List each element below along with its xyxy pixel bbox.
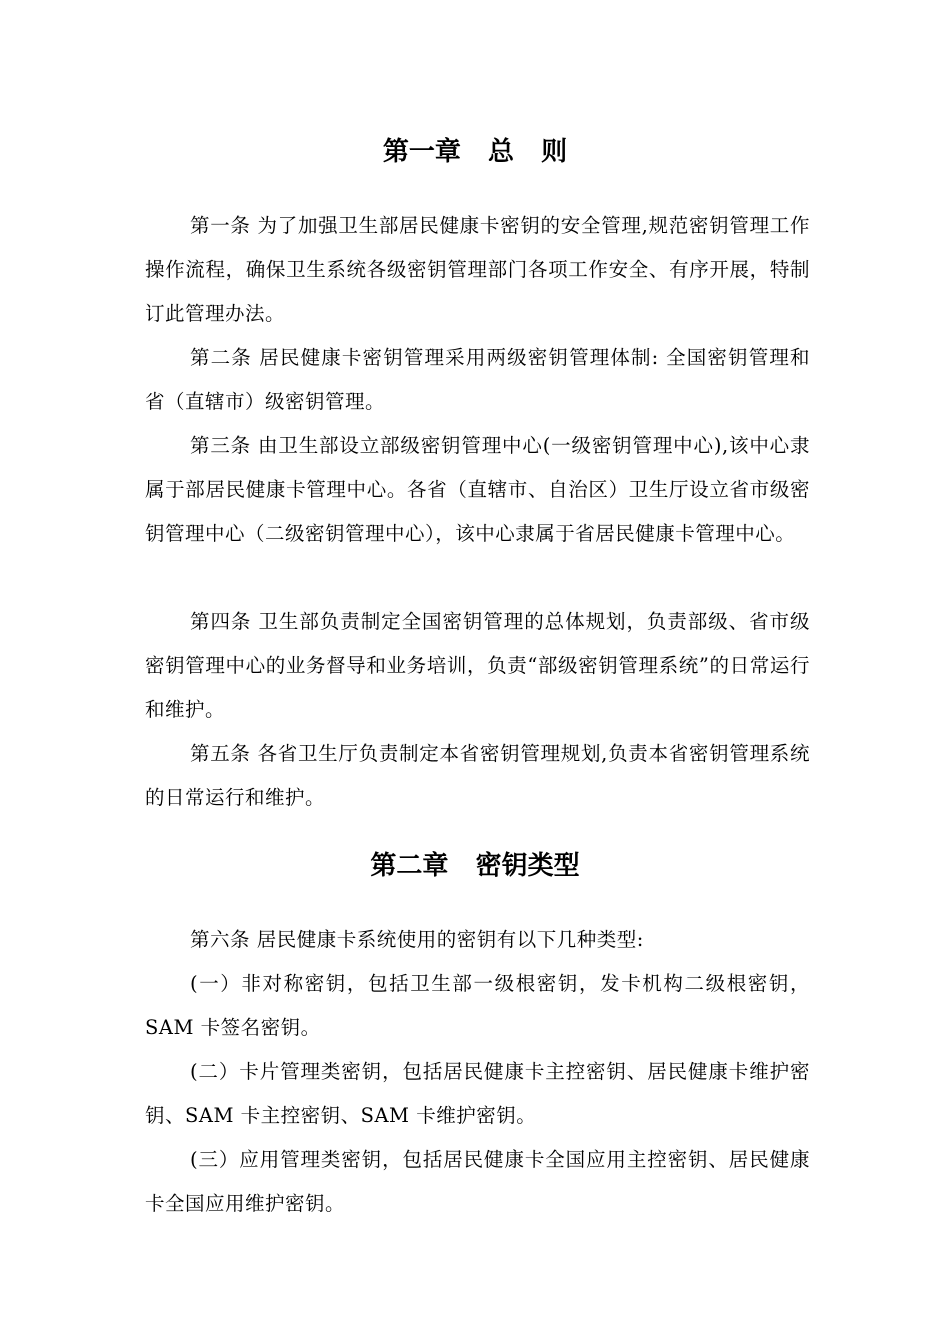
article-4: 第四条 卫生部负责制定全国密钥管理的总体规划，负责部级、省市级密钥管理中心的业务督导和业务培训，负责“部级密钥管理系统”的日常运行和维护。 xyxy=(145,610,810,721)
article-3: 第三条 由卫生部设立部级密钥管理中心(一级密钥管理中心),该中心隶属于部居民健康卡管理中心。各省（直辖市、自治区）卫生厅设立省市级密钥管理中心（二级密钥管理中心），该中心隶属于省居民健康卡管理中心。 xyxy=(145,434,810,545)
list-item-1: (一）非对称密钥，包括卫生部一级根密钥，发卡机构二级根密钥，SAM 卡签名密钥。 xyxy=(145,972,810,1039)
article-6: 第六条 居民健康卡系统使用的密钥有以下几种类型: xyxy=(190,928,644,951)
chapter-1-title: 第一章 总 则 xyxy=(382,137,568,167)
list-item-2: (二）卡片管理类密钥，包括居民健康卡主控密钥、居民健康卡维护密钥、SAM 卡主控密钥、SAM 卡维护密钥。 xyxy=(145,1060,810,1127)
article-5: 第五条 各省卫生厅负责制定本省密钥管理规划,负责本省密钥管理系统的日常运行和维护。 xyxy=(145,742,810,809)
article-2: 第二条 居民健康卡密钥管理采用两级密钥管理体制: 全国密钥管理和省（直辖市）级密钥管理。 xyxy=(145,346,810,413)
list-item-3: (三）应用管理类密钥，包括居民健康卡全国应用主控密钥、居民健康卡全国应用维护密钥。 xyxy=(145,1148,810,1215)
article-1: 第一条 为了加强卫生部居民健康卡密钥的安全管理,规范密钥管理工作操作流程，确保卫生系统各级密钥管理部门各项工作安全、有序开展，特制订此管理办法。 xyxy=(145,214,810,325)
chapter-2-title: 第二章 密钥类型 xyxy=(370,851,580,881)
